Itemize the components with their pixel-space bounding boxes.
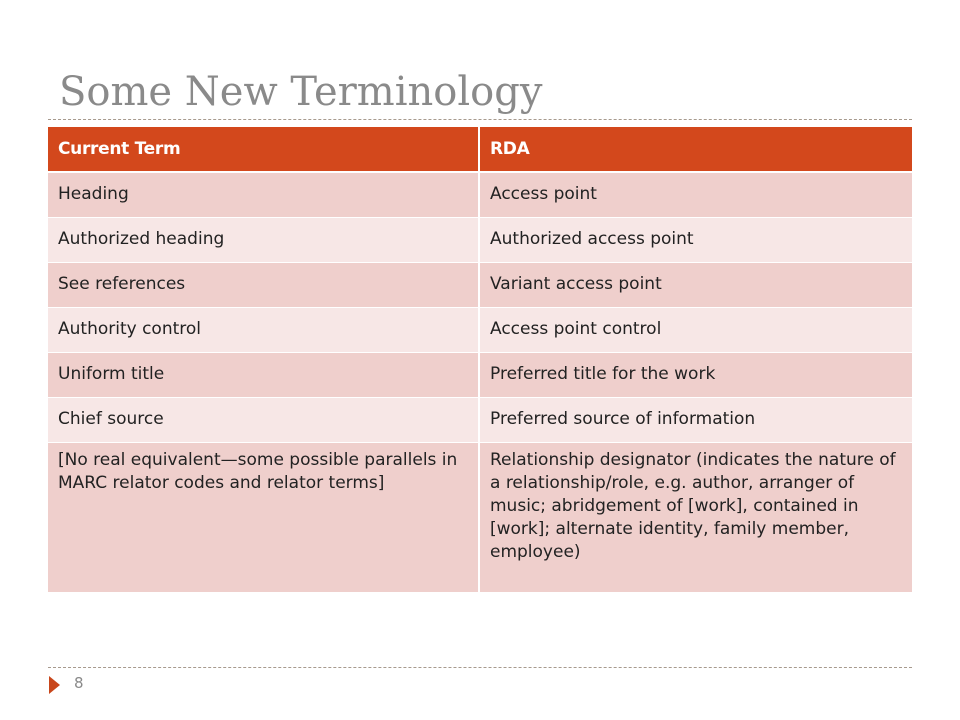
rda-term-cell: Variant access point — [479, 262, 912, 307]
table-row — [48, 217, 912, 262]
table-row — [48, 172, 912, 217]
table-row — [48, 307, 912, 352]
rda-term-cell: Access point — [479, 172, 912, 217]
rda-term-cell: Access point control — [479, 307, 912, 352]
current-term-cell: See references — [48, 262, 479, 307]
rda-term-cell: Authorized access point — [479, 217, 912, 262]
header-current-term: Current Term — [48, 127, 479, 172]
triangle-bullet-icon — [49, 676, 60, 694]
current-term-cell: Chief source — [48, 397, 479, 442]
table-row — [48, 262, 912, 307]
footer-divider — [48, 667, 912, 668]
page-number: 8 — [74, 674, 84, 692]
current-term-cell: Authorized heading — [48, 217, 479, 262]
current-term-cell: Uniform title — [48, 352, 479, 397]
current-term-cell: Authority control — [48, 307, 479, 352]
table-row — [48, 352, 912, 397]
terminology-table — [48, 127, 912, 593]
table-row — [48, 442, 912, 592]
slide-title: Some New Terminology — [59, 69, 543, 115]
current-term-cell: [No real equivalent—some possible parallels in MARC relator codes and relator terms] — [48, 442, 479, 592]
current-term-cell: Heading — [48, 172, 479, 217]
table-row — [48, 397, 912, 442]
rda-term-cell: Preferred source of information — [479, 397, 912, 442]
rda-term-cell: Preferred title for the work — [479, 352, 912, 397]
rda-term-cell: Relationship designator (indicates the nature of a relationship/role, e.g. author, arranger of music; abridgement of [work], contained in [work]; alternate identity, family member, employee) — [479, 442, 912, 592]
title-divider — [48, 119, 912, 120]
table-header-row — [48, 127, 912, 172]
header-rda: RDA — [479, 127, 912, 172]
